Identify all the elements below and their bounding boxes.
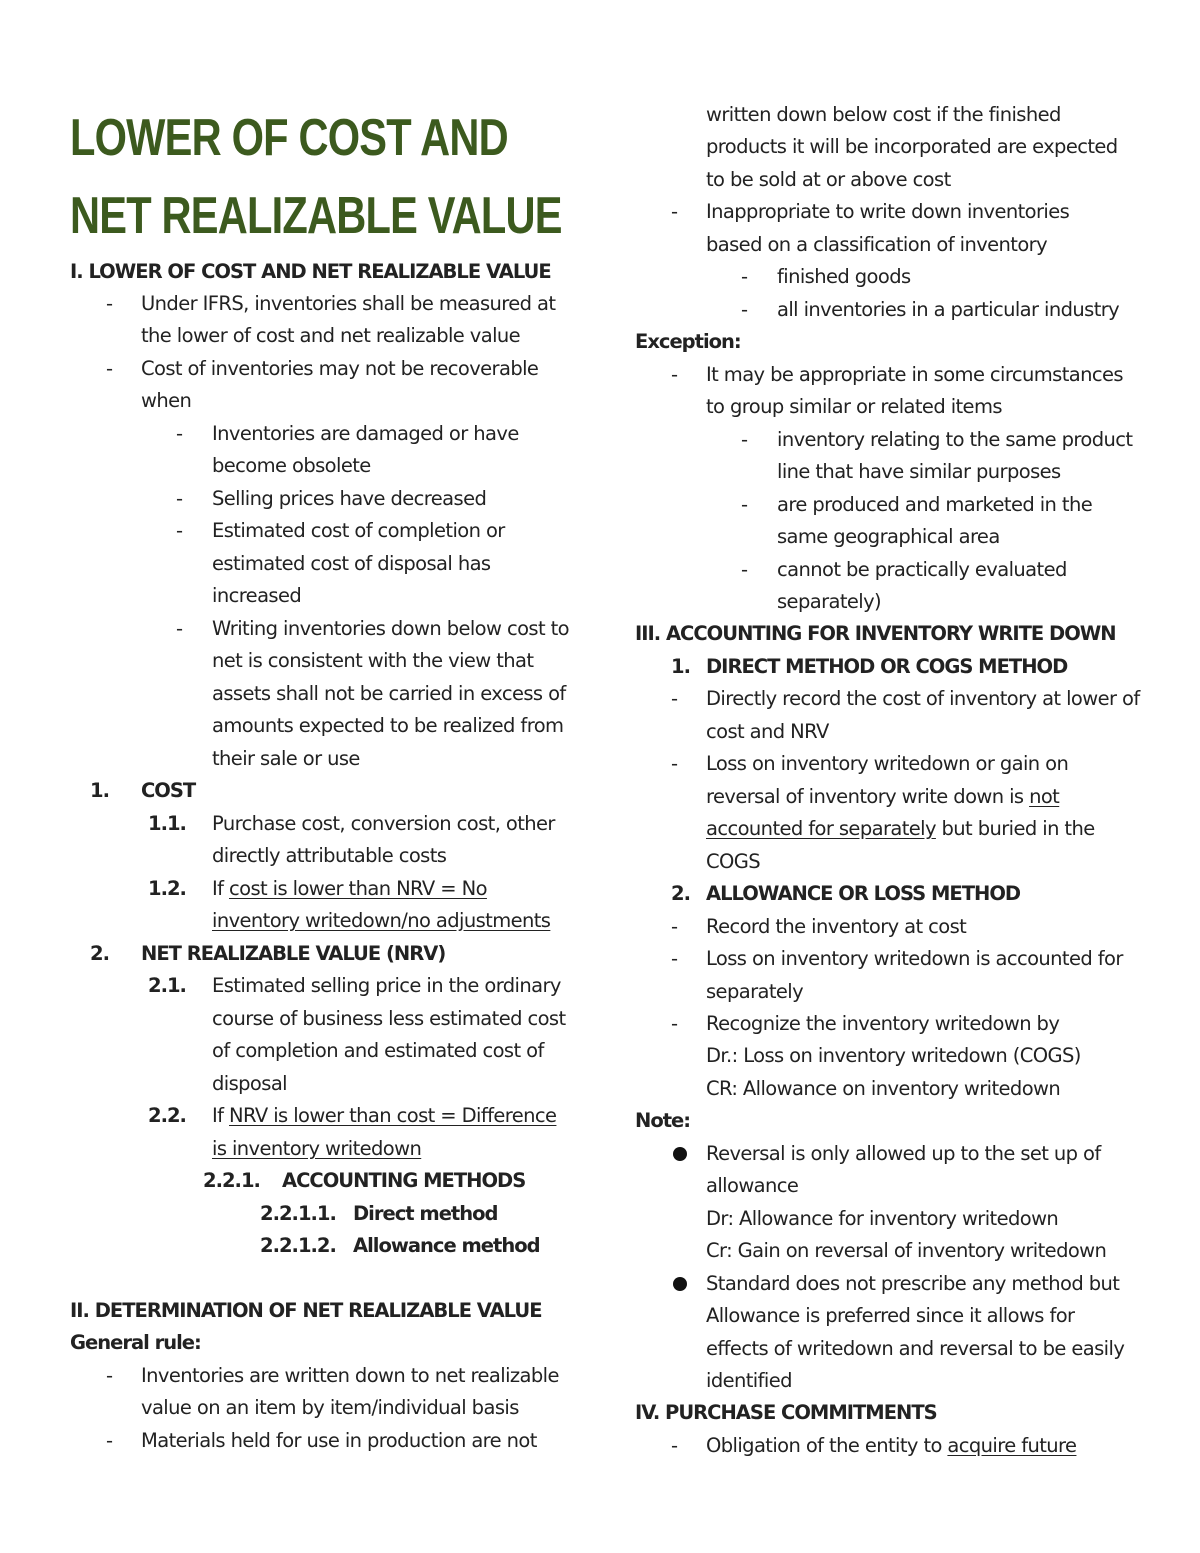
underlined-text: cost is lower than NRV = No xyxy=(229,877,487,900)
dash-bullet: - xyxy=(741,298,748,321)
item-number: 1. xyxy=(671,655,690,678)
item-number: 2.2.1. xyxy=(203,1169,260,1192)
item-number: 2.2.1.2. xyxy=(260,1234,336,1257)
dash-bullet: - xyxy=(671,687,678,710)
text-line: based on a classification of inventory xyxy=(706,233,1048,256)
dash-bullet: - xyxy=(671,200,678,223)
text-line: net is consistent with the view that xyxy=(212,649,534,672)
text-line: identified xyxy=(706,1369,792,1392)
item-heading: Direct method xyxy=(353,1202,498,1225)
text-line: separately xyxy=(706,980,804,1003)
text-line: Record the inventory at cost xyxy=(706,915,967,938)
underlined-text: not xyxy=(1029,785,1060,808)
dash-bullet: - xyxy=(176,519,183,542)
underlined-text: acquire future xyxy=(947,1434,1077,1457)
text-line: when xyxy=(141,389,192,412)
text-line: Materials held for use in production are not xyxy=(141,1429,537,1452)
text-line: assets shall not be carried in excess of xyxy=(212,682,566,705)
text-line: COGS xyxy=(706,850,761,873)
item-number: 2.2.1.1. xyxy=(260,1202,336,1225)
subheading: Note: xyxy=(635,1109,691,1132)
text-line: Inventories are written down to net realizable xyxy=(141,1364,559,1387)
page-title-line-2: NET REALIZABLE VALUE xyxy=(70,187,562,245)
text-line: to be sold at or above cost xyxy=(706,168,951,191)
text-line: disposal xyxy=(212,1072,287,1095)
text-line: products it will be incorporated are expected xyxy=(706,135,1118,158)
dash-bullet: - xyxy=(671,947,678,970)
dash-bullet: - xyxy=(741,558,748,581)
item-heading: Allowance method xyxy=(353,1234,540,1257)
text-line: Allowance is preferred since it allows for xyxy=(706,1304,1075,1327)
text-line: Loss on inventory writedown or gain on xyxy=(706,752,1069,775)
text-span: but buried in the xyxy=(935,817,1095,840)
item-number: 1. xyxy=(90,779,109,802)
text-line: course of business less estimated cost xyxy=(212,1007,566,1030)
text-line xyxy=(212,1101,556,1131)
text-line: written down below cost if the finished xyxy=(706,103,1061,126)
text-line: value on an item by item/individual basis xyxy=(141,1396,519,1419)
underlined-text: is inventory writedown xyxy=(212,1137,422,1160)
text-line: Inappropriate to write down inventories xyxy=(706,200,1070,223)
page-title-line-1: LOWER OF COST AND xyxy=(70,109,508,167)
dash-bullet: - xyxy=(741,265,748,288)
text-line: the lower of cost and net realizable value xyxy=(141,324,521,347)
text-line: effects of writedown and reversal to be easily xyxy=(706,1337,1125,1360)
text-line: Writing inventories down below cost to xyxy=(212,617,569,640)
dash-bullet: - xyxy=(741,493,748,516)
dash-bullet: - xyxy=(671,1012,678,1035)
text-line xyxy=(706,1431,1076,1461)
item-heading: DIRECT METHOD OR COGS METHOD xyxy=(706,655,1068,678)
item-heading: ACCOUNTING METHODS xyxy=(282,1169,526,1192)
section-heading-2: II. DETERMINATION OF NET REALIZABLE VALUE xyxy=(70,1299,542,1322)
item-number: 1.1. xyxy=(148,812,186,835)
subheading: Exception: xyxy=(635,330,741,353)
text-line: Inventories are damaged or have xyxy=(212,422,519,445)
text-line: Cr: Gain on reversal of inventory writedown xyxy=(706,1239,1107,1262)
text-line: separately) xyxy=(777,590,882,613)
text-line: line that have similar purposes xyxy=(777,460,1061,483)
text-line: directly attributable costs xyxy=(212,844,447,867)
text-line: all inventories in a particular industry xyxy=(777,298,1120,321)
text-line: Estimated selling price in the ordinary xyxy=(212,974,561,997)
dash-bullet: - xyxy=(106,1364,113,1387)
dash-bullet: - xyxy=(176,422,183,445)
text-line: CR: Allowance on inventory writedown xyxy=(706,1077,1061,1100)
item-heading: ALLOWANCE OR LOSS METHOD xyxy=(706,882,1021,905)
text-span: Obligation of the entity to xyxy=(706,1434,948,1457)
text-line: increased xyxy=(212,584,302,607)
item-heading: NET REALIZABLE VALUE (NRV) xyxy=(141,942,446,965)
text-line: amounts expected to be realized from xyxy=(212,714,564,737)
dash-bullet: - xyxy=(106,292,113,315)
text-line: are produced and marketed in the xyxy=(777,493,1093,516)
underlined-text: accounted for separately xyxy=(706,817,936,840)
item-number: 1.2. xyxy=(148,877,186,900)
text-line xyxy=(706,782,1059,812)
text-line: to group similar or related items xyxy=(706,395,1002,418)
text-line xyxy=(212,874,487,904)
text-line: Directly record the cost of inventory at lower of xyxy=(706,687,1140,710)
text-span: If xyxy=(212,877,230,900)
dash-bullet: - xyxy=(671,1434,678,1457)
text-line: Reversal is only allowed up to the set up of xyxy=(706,1142,1101,1165)
round-bullet-icon xyxy=(673,1277,687,1291)
text-span: reversal of inventory write down is xyxy=(706,785,1030,808)
item-number: 2.2. xyxy=(148,1104,186,1127)
text-line: Recognize the inventory writedown by xyxy=(706,1012,1060,1035)
item-number: 2.1. xyxy=(148,974,186,997)
dash-bullet: - xyxy=(741,428,748,451)
subheading: General rule: xyxy=(70,1331,201,1354)
text-line: Purchase cost, conversion cost, other xyxy=(212,812,555,835)
text-line: It may be appropriate in some circumstances xyxy=(706,363,1123,386)
text-line: Under IFRS, inventories shall be measured at xyxy=(141,292,556,315)
text-line: cannot be practically evaluated xyxy=(777,558,1067,581)
underlined-text: NRV is lower than cost = Difference xyxy=(229,1104,557,1127)
text-span: If xyxy=(212,1104,230,1127)
dash-bullet: - xyxy=(106,1429,113,1452)
section-heading-4: IV. PURCHASE COMMITMENTS xyxy=(635,1401,937,1424)
item-number: 2. xyxy=(90,942,109,965)
text-line: finished goods xyxy=(777,265,911,288)
underlined-text: inventory writedown/no adjustments xyxy=(212,909,551,932)
text-line: Dr: Allowance for inventory writedown xyxy=(706,1207,1059,1230)
text-line: Loss on inventory writedown is accounted for xyxy=(706,947,1123,970)
dash-bullet: - xyxy=(671,363,678,386)
dash-bullet: - xyxy=(106,357,113,380)
item-number: 2. xyxy=(671,882,690,905)
section-heading-3: III. ACCOUNTING FOR INVENTORY WRITE DOWN xyxy=(635,622,1116,645)
text-line xyxy=(706,814,1095,844)
text-line: Dr.: Loss on inventory writedown (COGS) xyxy=(706,1044,1081,1067)
item-heading: COST xyxy=(141,779,196,802)
text-line: inventory relating to the same product xyxy=(777,428,1133,451)
dash-bullet: - xyxy=(176,617,183,640)
dash-bullet: - xyxy=(671,915,678,938)
dash-bullet: - xyxy=(671,752,678,775)
text-line: allowance xyxy=(706,1174,799,1197)
text-line: become obsolete xyxy=(212,454,371,477)
section-heading-1: I. LOWER OF COST AND NET REALIZABLE VALUE xyxy=(70,260,551,283)
dash-bullet: - xyxy=(176,487,183,510)
text-line: cost and NRV xyxy=(706,720,829,743)
text-line: same geographical area xyxy=(777,525,1000,548)
text-line: estimated cost of disposal has xyxy=(212,552,491,575)
text-line: Estimated cost of completion or xyxy=(212,519,505,542)
text-line: of completion and estimated cost of xyxy=(212,1039,544,1062)
text-line: their sale or use xyxy=(212,747,360,770)
text-line: Selling prices have decreased xyxy=(212,487,487,510)
text-line: Standard does not prescribe any method but xyxy=(706,1272,1120,1295)
text-line: Cost of inventories may not be recoverable xyxy=(141,357,539,380)
round-bullet-icon xyxy=(673,1147,687,1161)
